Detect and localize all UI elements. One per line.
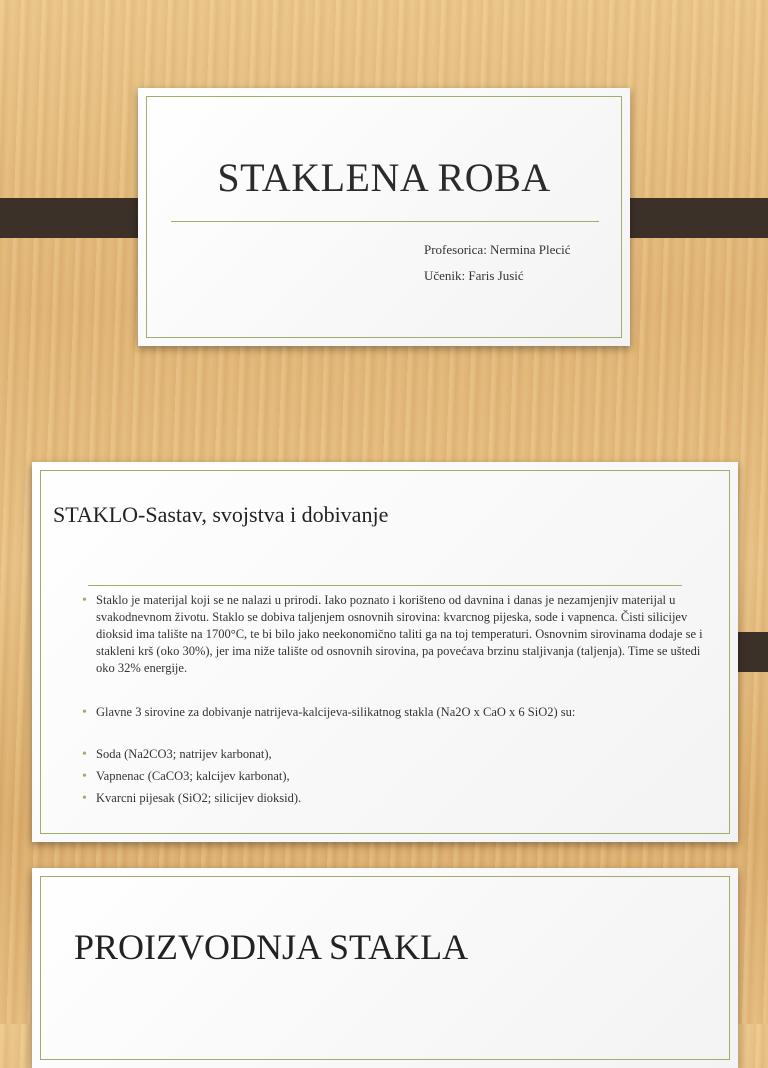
list-item: • Soda (Na2CO3; natrijev karbonat), xyxy=(82,746,722,763)
list-item: • Glavne 3 sirovine za dobivanje natrijeva-kalcijeva-silikatnog stakla (Na2O x CaO x 6 SiO2) su: xyxy=(82,704,722,721)
slide-title: STAKLENA ROBA xyxy=(217,155,551,200)
slide-title: PROIZVODNJA STAKLA xyxy=(74,927,469,967)
slide-frame xyxy=(40,876,730,1060)
heading-divider xyxy=(88,585,682,586)
professor-label: Profesorica: Nermina Plecić xyxy=(424,242,571,257)
band-right-1 xyxy=(624,198,768,238)
bullet-list xyxy=(82,588,722,807)
list-item: • Kvarcni pijesak (SiO2; silicijev dioksid). xyxy=(82,790,722,807)
list-item: • Vapnenac (CaCO3; kalcijev karbonat), xyxy=(82,768,722,785)
slide-heading: STAKLO-Sastav, svojstva i dobivanje xyxy=(53,502,389,527)
section-slide xyxy=(32,868,738,1068)
slide-frame xyxy=(146,96,622,338)
band-left-1 xyxy=(0,198,144,238)
title-slide xyxy=(138,88,630,346)
list-item: • Staklo je materijal koji se ne nalazi u prirodi. Iako poznato i korišteno od davnina i danas je nezamjenjiv materijal u svakodnevnom životu. Staklo se dobiva taljenjem osnovnih sirovina: kvarcnog pijeska, sode i vapnenca. Čisti silicijev dioksid ima talište na 1700°C, te bi bilo jako neekonomično taliti ga na toj temperaturi. Osnovnim sirovinama dodaje se i stakleni krš (oko 30%), jer ima niže talište od osnovnih sirovina, pa povećava brzinu staljivanja (taljenja). Time se uštedi oko 32% energije. xyxy=(82,592,722,677)
title-divider xyxy=(171,221,599,222)
student-label: Učenik: Faris Jusić xyxy=(424,268,524,283)
content-slide xyxy=(32,462,738,842)
